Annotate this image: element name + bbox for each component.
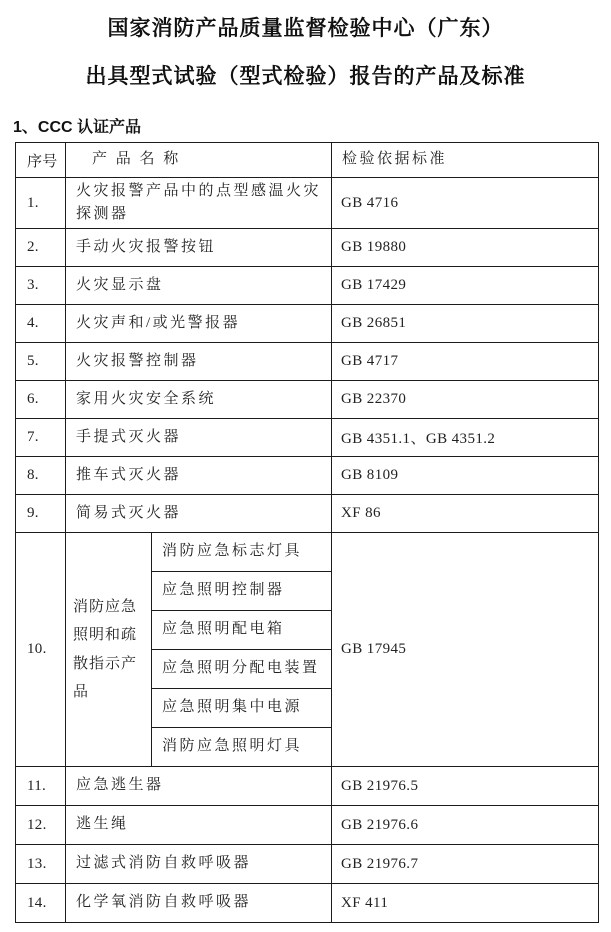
standard-cell: GB 4351.1、GB 4351.2 bbox=[332, 419, 599, 457]
row-no-cell: 3. bbox=[16, 267, 66, 305]
table-row bbox=[16, 229, 599, 267]
table-row bbox=[16, 419, 599, 457]
row-no-cell: 9. bbox=[16, 495, 66, 533]
product-name-cell: 过滤式消防自救呼吸器 bbox=[66, 845, 332, 884]
sub-product-cell: 消防应急照明灯具 bbox=[152, 728, 332, 767]
row-no-cell: 4. bbox=[16, 305, 66, 343]
table-row bbox=[16, 767, 599, 806]
sub-product-cell: 应急照明集中电源 bbox=[152, 689, 332, 728]
product-name-cell: 火灾显示盘 bbox=[66, 267, 332, 305]
product-name-cell: 简易式灭火器 bbox=[66, 495, 332, 533]
standard-cell: GB 21976.5 bbox=[332, 767, 599, 806]
table-row bbox=[16, 267, 599, 305]
header-cell-product: 产 品 名 称 bbox=[66, 143, 332, 178]
table-row bbox=[16, 381, 599, 419]
header-cell-no: 序号 bbox=[16, 143, 66, 178]
standard-cell: GB 19880 bbox=[332, 229, 599, 267]
sub-product-cell: 应急照明分配电装置 bbox=[152, 650, 332, 689]
row-no-cell: 12. bbox=[16, 806, 66, 845]
row-no-cell: 2. bbox=[16, 229, 66, 267]
table-header-row bbox=[16, 143, 599, 178]
product-name-cell: 家用火灾安全系统 bbox=[66, 381, 332, 419]
sub-product-cell: 应急照明配电箱 bbox=[152, 611, 332, 650]
row-no-cell: 1. bbox=[16, 178, 66, 229]
standard-cell: GB 17945 bbox=[332, 533, 599, 767]
standard-cell: GB 4717 bbox=[332, 343, 599, 381]
product-name-cell: 应急逃生器 bbox=[66, 767, 332, 806]
standard-cell: XF 86 bbox=[332, 495, 599, 533]
row-no-cell: 5. bbox=[16, 343, 66, 381]
standard-cell: GB 8109 bbox=[332, 457, 599, 495]
standard-cell: GB 17429 bbox=[332, 267, 599, 305]
table-row bbox=[16, 806, 599, 845]
product-name-cell: 手提式灭火器 bbox=[66, 419, 332, 457]
table-row bbox=[16, 884, 599, 923]
row-no-cell: 10. bbox=[16, 533, 66, 767]
product-name-cell: 逃生绳 bbox=[66, 806, 332, 845]
row-no-cell: 8. bbox=[16, 457, 66, 495]
section-heading: 1、CCC 认证产品 bbox=[13, 119, 142, 136]
row-no-cell: 13. bbox=[16, 845, 66, 884]
doc-title-line-1: 国家消防产品质量监督检验中心（广东） bbox=[107, 17, 504, 40]
product-group-cell: 消防应急照明和疏散指示产品 bbox=[66, 533, 152, 767]
row-no-cell: 6. bbox=[16, 381, 66, 419]
product-name-cell: 化学氧消防自救呼吸器 bbox=[66, 884, 332, 923]
sub-product-cell: 应急照明控制器 bbox=[152, 572, 332, 611]
table-row-group bbox=[16, 533, 599, 572]
header-cell-standard: 检验依据标准 bbox=[332, 143, 599, 178]
product-name-cell: 手动火灾报警按钮 bbox=[66, 229, 332, 267]
table-row bbox=[16, 845, 599, 884]
standard-cell: GB 22370 bbox=[332, 381, 599, 419]
product-name-cell: 火灾声和/或光警报器 bbox=[66, 305, 332, 343]
standard-cell: GB 21976.7 bbox=[332, 845, 599, 884]
product-name-cell: 火灾报警产品中的点型感温火灾探测器 bbox=[66, 178, 332, 229]
row-no-cell: 14. bbox=[16, 884, 66, 923]
sub-product-cell: 消防应急标志灯具 bbox=[152, 533, 332, 572]
table-row bbox=[16, 178, 599, 229]
table-row bbox=[16, 343, 599, 381]
table-row bbox=[16, 495, 599, 533]
product-name-cell: 推车式灭火器 bbox=[66, 457, 332, 495]
standard-cell: GB 26851 bbox=[332, 305, 599, 343]
table-row bbox=[16, 305, 599, 343]
ccc-products-table bbox=[15, 142, 599, 923]
product-name-cell: 火灾报警控制器 bbox=[66, 343, 332, 381]
row-no-cell: 11. bbox=[16, 767, 66, 806]
table-row bbox=[16, 457, 599, 495]
standard-cell: GB 4716 bbox=[332, 178, 599, 229]
row-no-cell: 7. bbox=[16, 419, 66, 457]
doc-title-line-2: 出具型式试验（型式检验）报告的产品及标准 bbox=[85, 65, 526, 88]
standard-cell: GB 21976.6 bbox=[332, 806, 599, 845]
standard-cell: XF 411 bbox=[332, 884, 599, 923]
